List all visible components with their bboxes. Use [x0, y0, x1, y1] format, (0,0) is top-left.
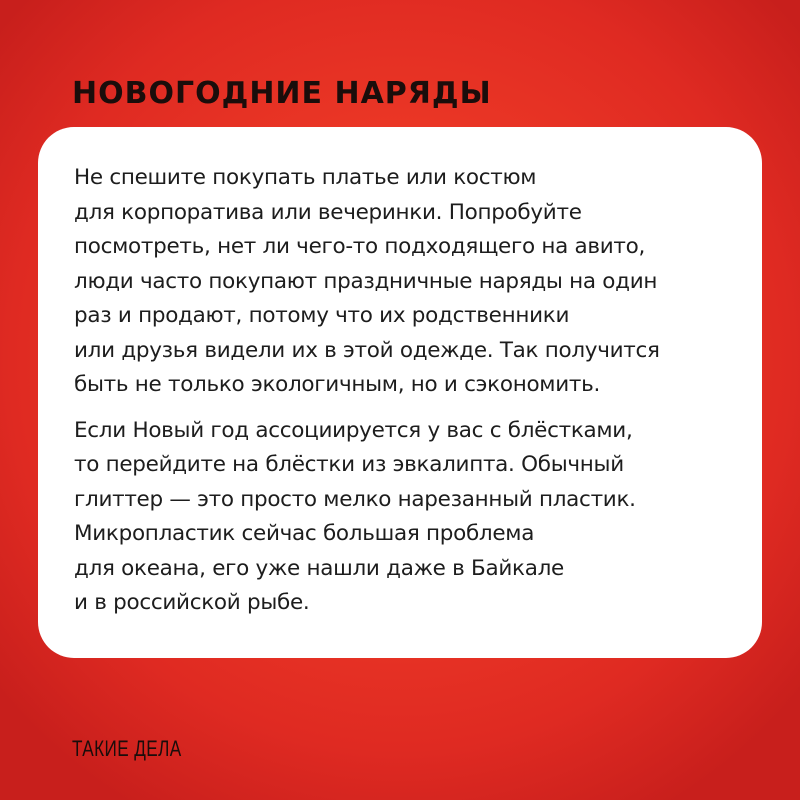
content-card — [38, 127, 762, 658]
text-line: Микропластик сейчас большая проблема — [74, 521, 535, 546]
text-line: для корпоратива или вечеринки. Попробуйте — [74, 199, 582, 225]
brand-logo: ТАКИЕ ДЕЛА — [72, 736, 182, 761]
paragraph-outfits — [74, 161, 732, 403]
text-line: то перейдите на блёстки из эвкалипта. Обычный — [74, 452, 624, 477]
text-line: люди часто покупают праздничные наряды на один — [74, 268, 658, 294]
paragraph-glitter — [74, 414, 732, 621]
text-line: посмотреть, нет ли чего-то подходящего на авито, — [74, 234, 646, 259]
text-line: для океана, его уже нашли даже в Байкале — [74, 555, 564, 581]
text-line: Если Новый год ассоциируется у вас с блёстками, — [74, 417, 633, 443]
page-title: НОВОГОДНИЕ НАРЯДЫ — [72, 76, 492, 111]
text-line: или друзья видели их в этой одежде. Так получится — [74, 337, 660, 363]
text-line: глиттер — это просто мелко нарезанный пластик. — [74, 486, 636, 512]
text-line: раз и продают, потому что их родственники — [74, 303, 570, 328]
text-line: быть не только экологичным, но и сэкономить. — [74, 372, 601, 397]
text-line: Не спешите покупать платье или костюм — [74, 165, 537, 190]
text-line: и в российской рыбе. — [74, 590, 310, 615]
